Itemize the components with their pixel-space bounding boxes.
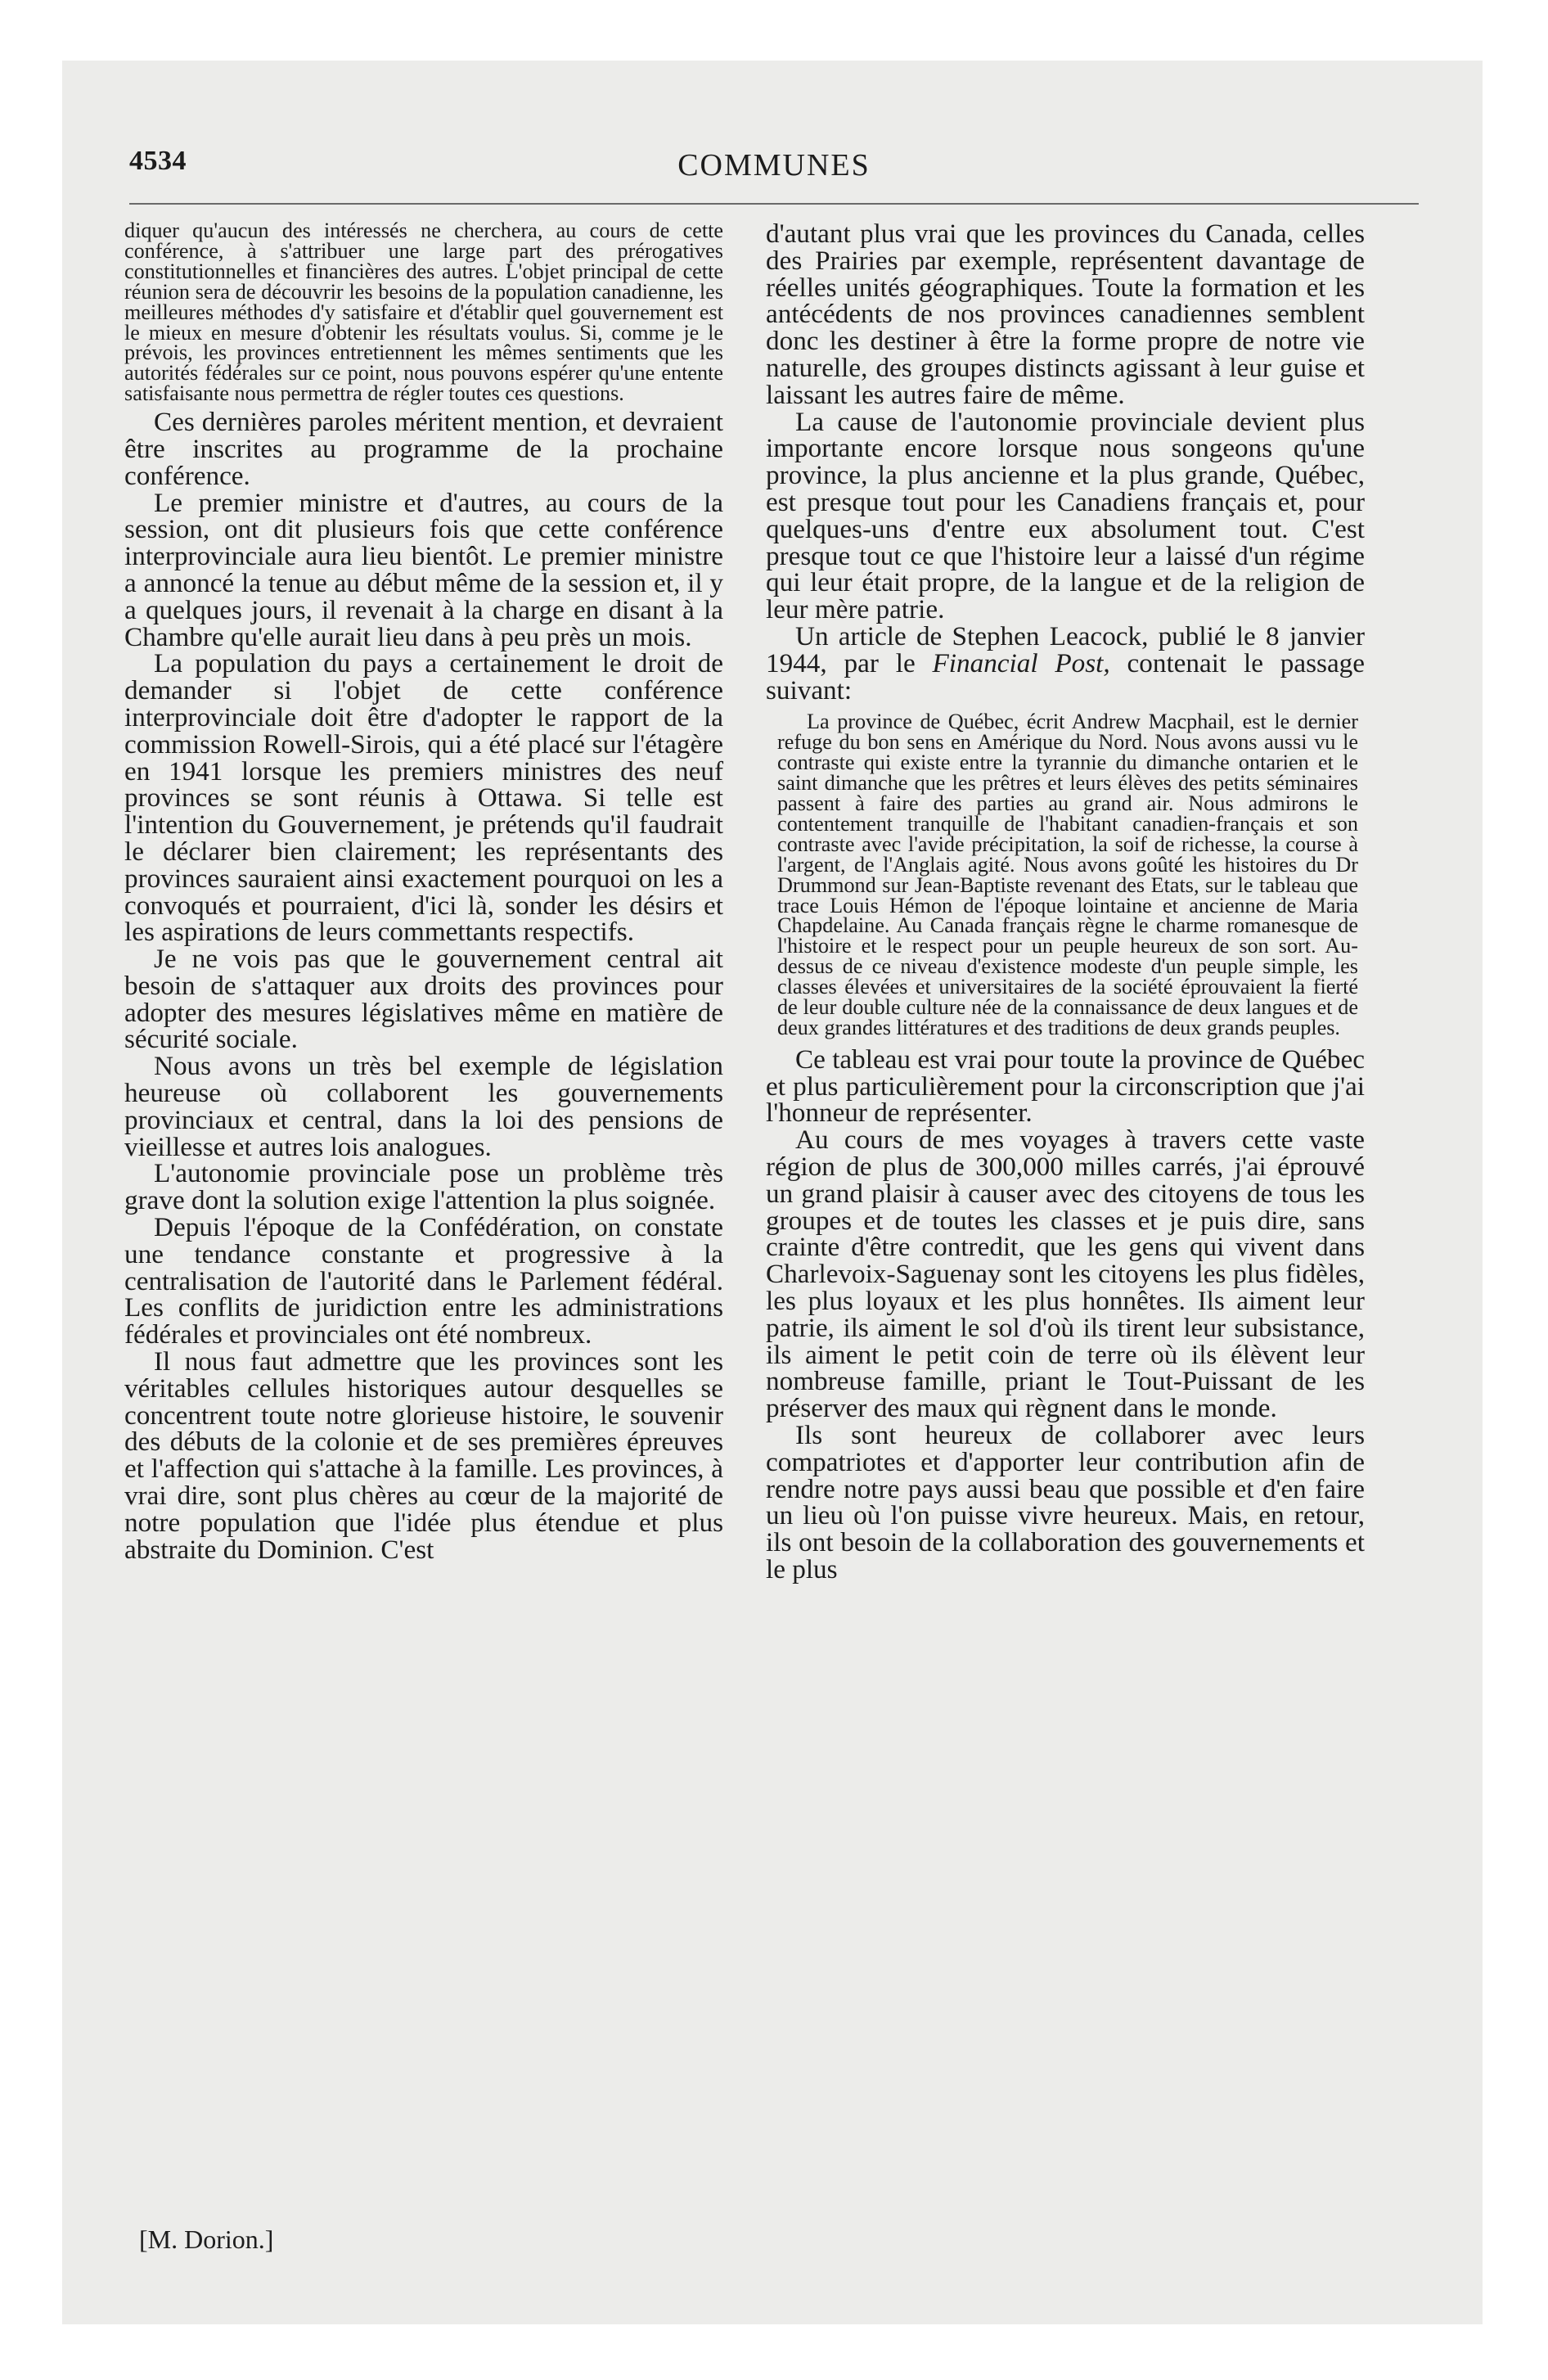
text-run: Un article de Stephen Leacock, publié le 8 janvier 1944, par le — [766, 620, 1365, 678]
paragraph: diquer qu'aucun des intéressés ne cherchera, au cours de cette conférence, à s'attribuer une large part des prérogatives constitutionnelles et financières des autres. L'objet principal de cette réunion sera de découvrir les besoins de la population canadienne, les meilleures méthodes d'y satisfaire et d'établir quel gouvernement est le mieux en mesure d'obtenir les résultats voulus. Si, comme je le prévois, les provinces entretiennent les mêmes sentiments que les autorités fédérales sur ce point, nous pouvons espérer qu'une entente satisfaisante nous permettra de régler toutes ces questions. — [124, 219, 723, 406]
paragraph: Depuis l'époque de la Confédération, on constate une tendance constante et progressive à la centralisation de l'autorité dans le Parlement fédéral. Les conflits de juridiction entre les administrations fédérales et provinciales ont été nombreux. — [124, 1212, 723, 1350]
paragraph: Le premier ministre et d'autres, au cours de la session, ont dit plusieurs fois que cette conférence interprovinciale aura lieu bientôt. Le premier ministre a annoncé la tenue au début même de la session et, il y a quelques jours, il revenait à la charge en disant à la Chambre qu'elle aurait lieu dans à peu près un mois. — [124, 487, 723, 652]
paragraph: Je ne vois pas que le gouvernement central ait besoin de s'attaquer aux droits des provinces pour adopter des mesures législatives même en matière de sécurité sociale. — [124, 944, 723, 1055]
paragraph: Ces dernières paroles méritent mention, et devraient être inscrites au programme de la prochaine conférence. — [124, 407, 723, 491]
paragraph: L'autonomie provinciale pose un problème très grave dont la solution exige l'attention la plus soignée. — [124, 1158, 723, 1216]
running-head: COMMUNES — [677, 148, 871, 183]
paragraph: Au cours de mes voyages à travers cette vaste région de plus de 300,000 milles carrés, j'ai éprouvé un grand plaisir à causer avec des citoyens de tous les groupes et de toutes les classes et je puis dire, sans crainte d'être contredit, que les gens qui vivent dans Charlevoix-Saguenay sont les citoyens les plus fidèles, les plus loyaux et les plus honnêtes. Ils aiment leur patrie, ils aiment le sol d'où ils tirent leur subsistance, ils aiment le petit coin de terre où ils élèvent leur nombreuse famille, priant le Tout-Puissant de les préserver des maux qui règnent dans le monde. — [766, 1125, 1365, 1424]
publication-title: Financial Post, — [932, 647, 1110, 678]
left-column — [124, 221, 723, 1563]
paragraph: Ils sont heureux de collaborer avec leurs compatriotes et d'apporter leur contribution afin de rendre notre pays aussi beau que possible et d'en faire un lieu où l'on puisse vivre heureux. Mais, en retour, ils ont besoin de la collaboration des gouvernements et le plus — [766, 1420, 1365, 1584]
paragraph: Ce tableau est vrai pour toute la province de Québec et plus particulièrement pour la circonscription que j'ai l'honneur de représenter. — [766, 1044, 1365, 1129]
paragraph: Il nous faut admettre que les provinces sont les véritables cellules historiques autour desquelles se concentrent toute notre glorieuse histoire, le souvenir des débuts de la colonie et de ses premières épreuves et l'affection qui s'attache à la famille. Les provinces, à vrai dire, sont plus chères au cœur de la majorité de notre population que l'idée plus étendue et plus abstraite du Dominion. C'est — [124, 1346, 723, 1565]
paragraph: La cause de l'autonomie provinciale devient plus importante encore lorsque nous songeons qu'une province, la plus ancienne et la plus grande, Québec, est presque tout pour les Canadiens français et, pour quelques-uns d'entre eux absolument tout. C'est presque tout ce que l'histoire leur a laissé d'un régime qui leur était propre, de la langue et de la religion de leur mère patrie. — [766, 406, 1365, 625]
paragraph: d'autant plus vrai que les provinces du Canada, celles des Prairies par exemple, représentent davantage de réelles unités géographiques. Toute la formation et les antécédents de nos provinces canadiennes semblent donc les destiner à être la forme propre de notre vie naturelle, des groupes distincts agissant à leur guise et laissant les autres faire de même. — [766, 219, 1365, 410]
paragraph: La population du pays a certainement le droit de demander si l'objet de cette conférence interprovinciale doit être d'adopter le rapport de la commission Rowell-Sirois, qui a été placé sur l'étagère en 1941 lorsque les premiers ministres des neuf provinces se sont réunis à Ottawa. Si telle est l'intention du Gouvernement, je prétends qu'il faudrait le déclarer bien clairement; les représentants des provinces sauraient ainsi exactement pourquoi on les a convoqués et pourraient, d'ici là, sonder les désirs et les aspirations de leurs commettants respectifs. — [124, 648, 723, 948]
paragraph: Nous avons un très bel exemple de législation heureuse où collaborent les gouvernements provinciaux et central, dans la loi des pensions de vieillesse et autres lois analogues. — [124, 1051, 723, 1162]
block-quote: La province de Québec, écrit Andrew Macphail, est le dernier refuge du bon sens en Amérique du Nord. Nous avons aussi vu le contraste qui existe entre la tyrannie du dimanche ontarien et le saint dimanche que les prêtres et leurs élèves des petits séminaires passent à faire des parties au grand air. Nous admirons le contentement tranquille de l'habitant canadien-français et son contraste avec l'avide précipitation, la soif de richesse, la course à l'argent, de l'Anglais agité. Nous avons goûté les histoires du Dr Drummond sur Jean-Baptiste revenant des Etats, sur le tableau que trace Louis Hémon de l'époque lointaine et ancienne de Maria Chapdelaine. Au Canada français règne le charme romanesque de l'histoire et le respect pour un peuple heureux de son sort. Au-dessus de ce niveau d'existence modeste d'un peuple simple, les classes élevées et universitaires de la société éprouvaient la fierté de leur double culture née de la connaissance de deux langues et de deux grandes littératures et des traditions de deux grands peuples. — [777, 710, 1358, 1039]
header-rule — [129, 203, 1419, 205]
text-run: contenait le passage suivant: — [766, 647, 1366, 705]
right-column — [766, 221, 1365, 1584]
paragraph — [766, 620, 1366, 705]
speaker-attribution: [M. Dorion.] — [139, 2224, 274, 2254]
page-number: 4534 — [129, 146, 187, 176]
